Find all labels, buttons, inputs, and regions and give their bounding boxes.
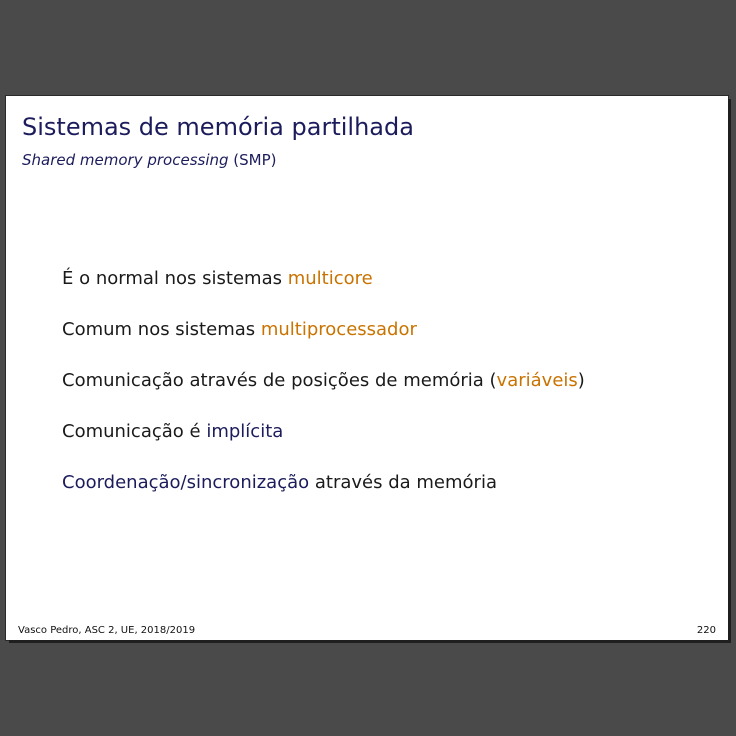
bullet-highlight: multiprocessador bbox=[260, 319, 417, 340]
bullet-item bbox=[62, 417, 585, 468]
bullet-highlight: multicore bbox=[287, 268, 373, 289]
bullet-text: É o normal nos sistemas bbox=[62, 268, 288, 289]
bullet-highlight: implícita bbox=[206, 421, 284, 442]
bullet-highlight: Coordenação/sincronização bbox=[62, 472, 310, 493]
bullet-text: Comum nos sistemas bbox=[62, 319, 261, 340]
bullet-suffix: ) bbox=[577, 370, 585, 391]
bullet-text: Comunicação através de posições de memória ( bbox=[62, 370, 497, 391]
bullet-item bbox=[62, 315, 585, 366]
bullet-item bbox=[62, 366, 585, 417]
subtitle-suffix: (SMP) bbox=[228, 151, 277, 169]
bullet-item bbox=[62, 264, 585, 315]
bullet-highlight: variáveis bbox=[496, 370, 578, 391]
slide-title: Sistemas de memória partilhada bbox=[22, 113, 414, 141]
slide-subtitle bbox=[22, 151, 277, 169]
bullet-item bbox=[62, 468, 585, 519]
subtitle-italic: Shared memory processing bbox=[22, 151, 229, 169]
slide-page-number: 220 bbox=[696, 625, 716, 636]
bullet-text: através da memória bbox=[309, 472, 497, 493]
bullet-text: Comunicação é bbox=[62, 421, 207, 442]
bullet-list bbox=[62, 264, 585, 519]
slide-footer-author: Vasco Pedro, ASC 2, UE, 2018/2019 bbox=[18, 625, 196, 636]
slide-page bbox=[6, 96, 728, 640]
